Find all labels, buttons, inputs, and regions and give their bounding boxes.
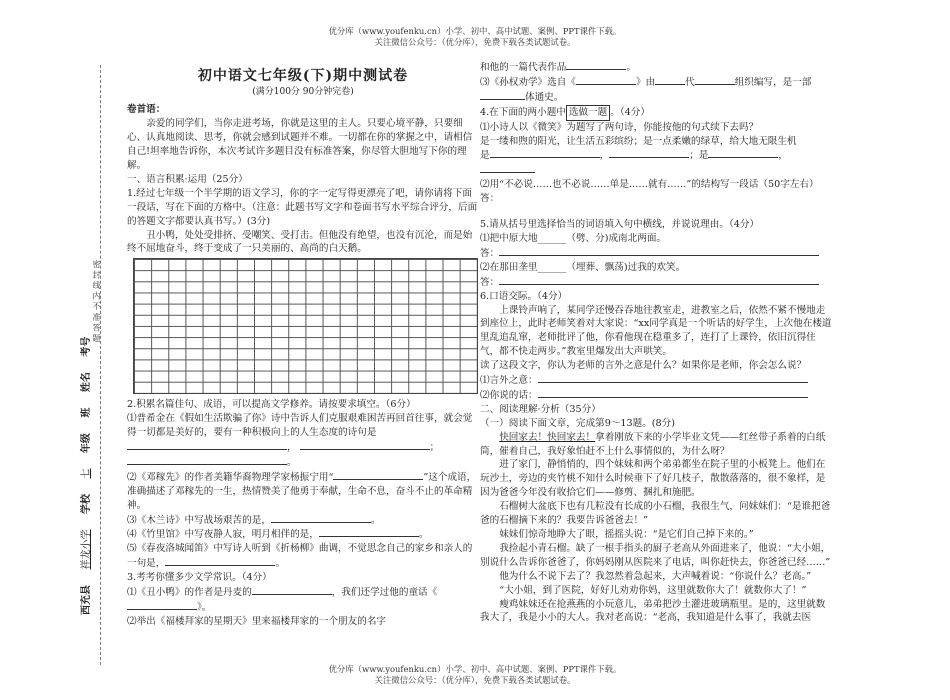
preface-text: 亲爱的同学们，当你走进考场，你就是这里的主人。只要心境平静，只要细心、认真地阅读、思考，你就会感到试题并不难。一切都在你的掌握之中，请相信自己!坦率地告诉你，本次考试许多题目没有标准答案，你尽管大胆地写下你的理解。 <box>127 118 473 171</box>
answer-label: 答： <box>480 247 500 259</box>
question-3-1-text-b: ，我们还学过他的童话 <box>331 587 428 599</box>
county-label: 西充县 <box>81 585 92 615</box>
footer-line-2: 关注微信公众号：（优分库），免费下载各类试题试卷。 <box>374 674 576 685</box>
reading-paragraph-6: 他为什么不说下去了？我忽然着急起来，大声喊着说：“你说什么？老高。” <box>499 570 812 582</box>
reading-paragraph-3: 石榴树大盆底下也有几粒没有长成的小石榴，我很生气，问妹妹们：“是谁把爸爸的石榴摘下来的？我要告诉爸爸去！” <box>480 501 831 527</box>
reading-paragraph-1-underlined: 快回家去！快回家去！ <box>499 431 596 443</box>
footer-line-1: 优分库（www.youfenku.cn）小学、初中、高中试题、案例、PPT课件下载。 <box>328 664 622 674</box>
question-3: 3.考考你懂多少文学常识。（4分） <box>127 572 272 584</box>
reading-paragraph-2: 进了家门，静悄悄的，四个妹妹和两个弟弟都坐在院子里的小板凳上。他们在玩沙土，旁边的夹竹桃不知什么时候垂下了好几枝子，散散落落的，很不象样，是因为爸爸今年没有收拾它们——修剪、捆扎和施肥。 <box>480 459 826 499</box>
answer-label: 答： <box>480 193 500 205</box>
class-label: 班 <box>81 407 92 418</box>
answer-blank[interactable] <box>499 246 819 256</box>
preface-title: 卷首语： <box>127 104 166 116</box>
header-line-1: 优分库（www.youfenku.cn）小学、初中、高中试题、案例、PPT课件下载。 <box>328 26 622 36</box>
question-4 <box>480 105 832 121</box>
question-3-3 <box>480 75 832 105</box>
answer-blank[interactable] <box>127 455 287 465</box>
student-info-text <box>80 260 95 615</box>
answer-blank[interactable] <box>695 75 735 85</box>
answer-label: 答： <box>480 276 500 288</box>
question-6-prompt: 读了这段文字，你认为老师的言外之意是什么？如果你是老师，你会怎么说？ <box>480 360 807 372</box>
question-3-3-text-a: ⑶《孙权劝学》选自《 <box>480 76 576 88</box>
question-3-2-continued: 和他的一篇代表作品 。 <box>480 62 636 73</box>
reading-paragraph-1-text: 拿着刚放下来的小学毕业文凭——红丝带子系着的白纸筒，催着自己，我好象怕赶不上什么事情似的，为什么呀？ <box>480 431 826 457</box>
question-2-1-text: ⑴普希金在《假如生活欺骗了你》诗中告诉人们克服艰难困苦再回首往事，就会觉得一切都是美好的，要有一种积极向上的人生态度的诗句是 <box>127 413 473 439</box>
reading-paragraph-5: 我捡起小青石榴。缺了一根手指头的厨子老高从外面进来了，他说：“大小姐，别说什么告诉你爸爸了，你妈妈刚从医院来了电话，叫你赶快去，你爸爸已经……” <box>480 542 831 568</box>
answer-blank[interactable] <box>655 75 685 85</box>
writing-grid[interactable] <box>133 258 478 394</box>
question-3-1: ⑴《丑小鸭》的作者是丹麦的 ，我们还学过他的童话《》。 <box>127 587 438 613</box>
question-2-1: ⑴普希金在《假如生活欺骗了你》诗中告诉人们克服艰难困苦再回首往事，就会觉得一切都是美好的，要有一种积极向上的人生态度的诗句是， ；。 <box>127 413 473 468</box>
question-4-1-fill: 是 ， ；是 ， <box>480 148 832 178</box>
question-2-4-text: ⑷《竹里馆》中写夜静人寂，明月相伴的是 <box>127 529 310 541</box>
reading-paragraph-7: “大小姐，到了医院，好好儿劝劝你妈，这里就数你大了！就数你大了！” <box>499 584 807 596</box>
answer-blank[interactable] <box>480 163 535 173</box>
choose-one-box: 选做一题 <box>566 105 610 121</box>
question-6: 6.口语交际。（4分） <box>480 290 568 302</box>
grade-value: 七 <box>81 468 92 479</box>
answer-blank[interactable] <box>271 513 371 523</box>
student-info-strip <box>58 260 128 615</box>
grade-label: 年级 <box>81 433 92 454</box>
answer-blank[interactable] <box>499 275 819 285</box>
question-3-2-continued-text: 和他的一篇代表作品 <box>480 62 567 73</box>
answer-space[interactable] <box>480 206 832 218</box>
question-4-2: ⑵用“不必说……也不必说……单是……就有……”的结构写一段话（50字左右） <box>480 179 819 191</box>
question-4-1-poem: 是一缕和煦的阳光，让生活五彩缤纷；是一点柔嫩的绿草，给大地无限生机 <box>480 135 797 147</box>
answer-blank[interactable] <box>609 148 689 158</box>
school-label: 学校 <box>81 494 92 515</box>
question-1: 1.经过七年级一个半学期的语文学习，你的字一定写得更漂亮了吧，请你请将下面一段话，写在下面的方格中。（注意：此题书写文字和卷面书写水平综合评分，后面的答题文字都要认真书写。）(3分) <box>127 187 478 227</box>
question-4-1: ⑴小诗人以《微笑》为题写了两句诗，你能按他的句式续下去吗？ <box>480 121 759 133</box>
question-3-3-text-e: 体通史。 <box>525 91 564 103</box>
question-3-1-text-a: ⑴《丑小鸭》的作者是丹麦的 <box>127 587 252 599</box>
question-2-2-text-a: ⑵《邓稼先》的作者美籍华裔物理学家杨振宁用“ <box>127 471 334 483</box>
reading-paragraph-4: 妹妹们惊奇地睁大了眼，摇摇头说：“是它们自己掉下来的。” <box>499 529 754 540</box>
answer-blank[interactable] <box>333 470 423 480</box>
exam-subtitle: (满分100分 90分钟完卷) <box>252 87 354 98</box>
question-1-passage: 丑小鸭，处处受排挤、受嘲笑、受打击。但他没有绝望，也没有沉沦，而是始终不屈地奋斗，终于变成了一只美丽的、高尚的白天鹅。 <box>127 229 473 255</box>
question-5-1: ⑴把中原大地______（劈、分)成南北两面。 <box>480 232 667 244</box>
section-2-heading: 二、阅读理解·分析（35分） <box>480 403 601 415</box>
question-2: 2.积累名篇佳句、成语，可以提高文学修养。请按要求填空。（6分） <box>127 399 416 411</box>
answer-blank[interactable] <box>538 373 808 383</box>
section-1-heading: 一、语言积累·运用（25分） <box>127 173 248 185</box>
reading-paragraph-8: 瘦鸡妹妹还在抢燕燕的小玩意儿，弟弟把沙土灌进玻璃瓶里。是的，这里就数我大了，我是小小的大人。我对老高说：“老高，我知道是什么事了，我就去医 <box>480 598 826 624</box>
question-3-3-text-c: 代 <box>685 76 695 88</box>
answer-blank[interactable] <box>127 600 197 610</box>
reading-paragraph-1 <box>480 431 832 459</box>
answer-blank[interactable] <box>576 75 636 85</box>
question-5-2: ⑵在那田垄里______（埋葬、飘荡)过我的欢笑。 <box>480 261 686 273</box>
question-2-2 <box>127 470 479 513</box>
header-line-2: 关注微信公众号：（优分库），免费下载各类试题试卷。 <box>374 36 576 47</box>
seal-notice: 密 封 线 内 不 准 答 题 <box>92 260 101 342</box>
school-value: 祥龙小学 <box>81 529 92 570</box>
answer-blank[interactable] <box>708 148 778 158</box>
question-5-1-answer <box>480 246 832 261</box>
right-column <box>480 60 832 625</box>
question-2-3: ⑶《木兰诗》中写战场艰苦的是， 。 <box>127 514 381 526</box>
question-3-3-text-d: 组织编写，是一部 <box>734 76 812 88</box>
question-6-1-label: ⑴言外之意： <box>480 375 538 387</box>
question-4-text: 4.在下面的两小题中 <box>480 106 566 118</box>
question-5-2-answer <box>480 275 832 290</box>
question-2-2-text-b: ”这个成语，准确描述了邓稼先的一生，热情赞美了他勇于奉献，生命不息，奋斗不止的革命精神。 <box>127 471 477 511</box>
question-5: 5.请从括号里选择恰当的词语填入句中横线，并说说理由。（4分） <box>480 219 760 231</box>
left-column <box>127 60 479 629</box>
exam-title: 初中语文七年级(下)期中测试卷 <box>197 68 409 84</box>
answer-blank[interactable] <box>480 90 525 100</box>
question-4-points: 。（4分） <box>610 106 650 118</box>
exam-number-label: 考号 <box>81 336 92 357</box>
answer-blank[interactable] <box>300 440 430 450</box>
answer-blank[interactable] <box>127 440 287 450</box>
reading-1-heading: （一）阅读下面文章，完成第9～13题。(8分) <box>480 417 675 429</box>
question-6-2-label: ⑵你说的话： <box>480 389 538 401</box>
answer-blank[interactable] <box>566 60 626 70</box>
answer-blank[interactable] <box>490 148 600 158</box>
answer-blank[interactable] <box>252 585 332 595</box>
question-2-3-text: ⑶《木兰诗》中写战场艰苦的是 <box>127 514 262 526</box>
question-6-passage: 上课铃声响了，某同学还慢吞吞地往教室走，进教室之后，依然不紧不慢地走到座位上，此时老师笑着对大家说：“xx同学真是一个听话的好学生，上次他在楼道里乱追乱窜，老师批评了他，你看他现在稳重多了，连打了上课铃，依旧沉得住气，都不快走两步。”教室里爆发出大声哄笑。 <box>480 304 832 358</box>
question-6-2 <box>480 388 832 403</box>
question-2-5-text: ⑸《春夜洛城闻笛》中写诗人听到《折杨柳》曲调，不觉思念自己的家乡和亲人的一句是 <box>127 543 473 570</box>
answer-blank[interactable] <box>165 556 275 566</box>
page-footer <box>0 664 950 685</box>
answer-blank[interactable] <box>319 527 419 537</box>
question-4-1-fill-b: ；是 <box>689 150 709 162</box>
answer-blank[interactable] <box>538 388 808 398</box>
question-2-5: ⑸《春夜洛城闻笛》中写诗人听到《折杨柳》曲调，不觉思念自己的家乡和亲人的一句是， 。 <box>127 543 473 570</box>
name-label: 姓名 <box>81 372 92 393</box>
question-2-4: ⑷《竹里馆》中写夜静人寂，明月相伴的是， 。 <box>127 529 429 541</box>
page-header <box>0 26 950 47</box>
question-4-1-fill-a: 是 <box>480 150 490 162</box>
question-3-3-text-b: 》由 <box>635 76 656 88</box>
question-6-1 <box>480 373 832 388</box>
question-3-2: ⑵举出《福楼拜家的星期天》里来福楼拜家的一个朋友的名字 <box>127 615 387 627</box>
